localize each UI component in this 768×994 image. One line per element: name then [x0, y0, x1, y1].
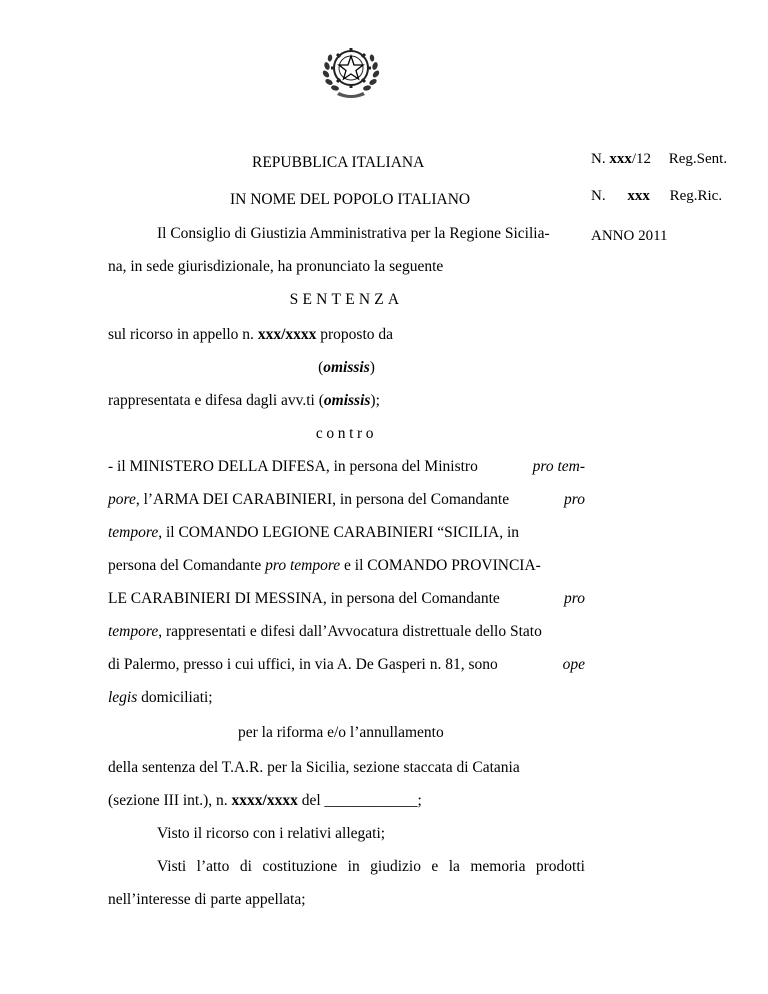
- registry-sent-year: /12: [631, 151, 652, 167]
- party-line-8-text: domiciliati;: [137, 689, 213, 706]
- party-line-4: [108, 556, 541, 576]
- header-people: IN NOME DEL POPOLO ITALIANO: [230, 191, 471, 208]
- visto-line: Visto il ricorso con i relativi allegati;: [157, 825, 386, 842]
- sezione-line: [108, 791, 422, 811]
- party-line-3-text: , il COMANDO LEGIONE CARABINIERI “SICILIA, in: [158, 524, 519, 541]
- registry-ric: [591, 186, 722, 206]
- party-line-3: [108, 523, 585, 543]
- paren-close: ): [369, 359, 375, 376]
- intro-line-2: na, in sede giurisdizionale, ha pronunciato la seguente: [108, 258, 444, 275]
- party-line-5-text: LE CARABINIERI DI MESSINA, in persona del Comandante: [108, 590, 500, 607]
- rapp-pre: rappresentata e difesa dagli avv.ti (: [108, 392, 324, 409]
- ricorso-number: xxx/xxxx: [257, 326, 317, 343]
- sentenza-heading: SENTENZA: [289, 291, 404, 308]
- party-line-8: [108, 688, 213, 708]
- party-line-8-italic: legis: [108, 689, 138, 706]
- party-line-4-italic: pro tempore: [265, 557, 341, 574]
- party-line-6-italic: tempore: [108, 623, 159, 640]
- party-line-1: [108, 457, 585, 477]
- ricorso-line: [108, 325, 393, 345]
- sentenza-tar-line: della sentenza del T.A.R. per la Sicilia, sezione staccata di Catania: [108, 759, 520, 776]
- party-line-4-text: persona del Comandante: [108, 557, 262, 574]
- party-line-5-italic: pro: [564, 590, 585, 607]
- rapp-omissis: omissis: [323, 392, 371, 409]
- registry-sent-number: xxx: [609, 151, 632, 167]
- registry-ric-number: xxx: [627, 188, 650, 204]
- registry-ric-prefix: N.: [591, 188, 606, 204]
- rappresentata-line: [108, 391, 380, 411]
- paren-open: (: [318, 359, 324, 376]
- party-line-7: [108, 655, 585, 675]
- party-line-6-text: , rappresentati e difesi dall’Avvocatura distrettuale dello Stato: [158, 623, 542, 640]
- sezione-number: xxxx/xxxx: [231, 792, 298, 809]
- party-line-2-text: , l’ARMA DEI CARABINIERI, in persona del Comandante: [135, 491, 510, 508]
- party-line-2-italic-end: pro: [564, 491, 585, 508]
- party-line-1-italic: pro tem-: [532, 458, 585, 475]
- contro-heading: contro: [315, 425, 378, 442]
- registry-sent: [591, 149, 727, 169]
- party-line-2-italic: pore: [108, 491, 136, 508]
- party-line-3-italic: tempore: [108, 524, 159, 541]
- visti-line-2: nell’interesse di parte appellata;: [108, 891, 306, 908]
- ricorso-post: proposto da: [316, 326, 394, 343]
- party-line-4-text-end: e il COMANDO PROVINCIA-: [344, 557, 541, 574]
- registry-sent-prefix: N.: [591, 151, 606, 167]
- party-line-2: [108, 490, 585, 510]
- riforma-heading: per la riforma e/o l’annullamento: [238, 724, 444, 741]
- party-line-1-text: - il MINISTERO DELLA DIFESA, in persona del Ministro: [108, 458, 478, 475]
- sezione-pre: (sezione III int.), n.: [108, 792, 232, 809]
- ricorso-pre: sul ricorso in appello n.: [108, 326, 258, 343]
- registry-sent-label: Reg.Sent.: [668, 151, 728, 167]
- party-line-7-text: di Palermo, presso i cui uffici, in via A. De Gasperi n. 81, sono: [108, 656, 498, 673]
- header-republic: REPUBBLICA ITALIANA: [252, 154, 425, 171]
- omissis-text: omissis: [323, 359, 370, 376]
- appellant-omissis: [108, 358, 585, 378]
- rapp-post: );: [370, 392, 380, 409]
- intro-line-1: Il Consiglio di Giustizia Amministrativa per la Regione Sicilia-: [157, 225, 550, 242]
- registry-ric-label: Reg.Ric.: [669, 188, 723, 204]
- party-line-5: [108, 589, 585, 609]
- registry-year: ANNO 2011: [591, 228, 668, 244]
- party-line-7-italic: ope: [562, 656, 585, 673]
- visti-line-1: Visti l’atto di costituzione in giudizio e la memoria prodotti: [157, 858, 585, 875]
- party-line-6: [108, 622, 542, 642]
- italian-republic-emblem-icon: [319, 40, 383, 100]
- sezione-post: del ____________;: [297, 792, 422, 809]
